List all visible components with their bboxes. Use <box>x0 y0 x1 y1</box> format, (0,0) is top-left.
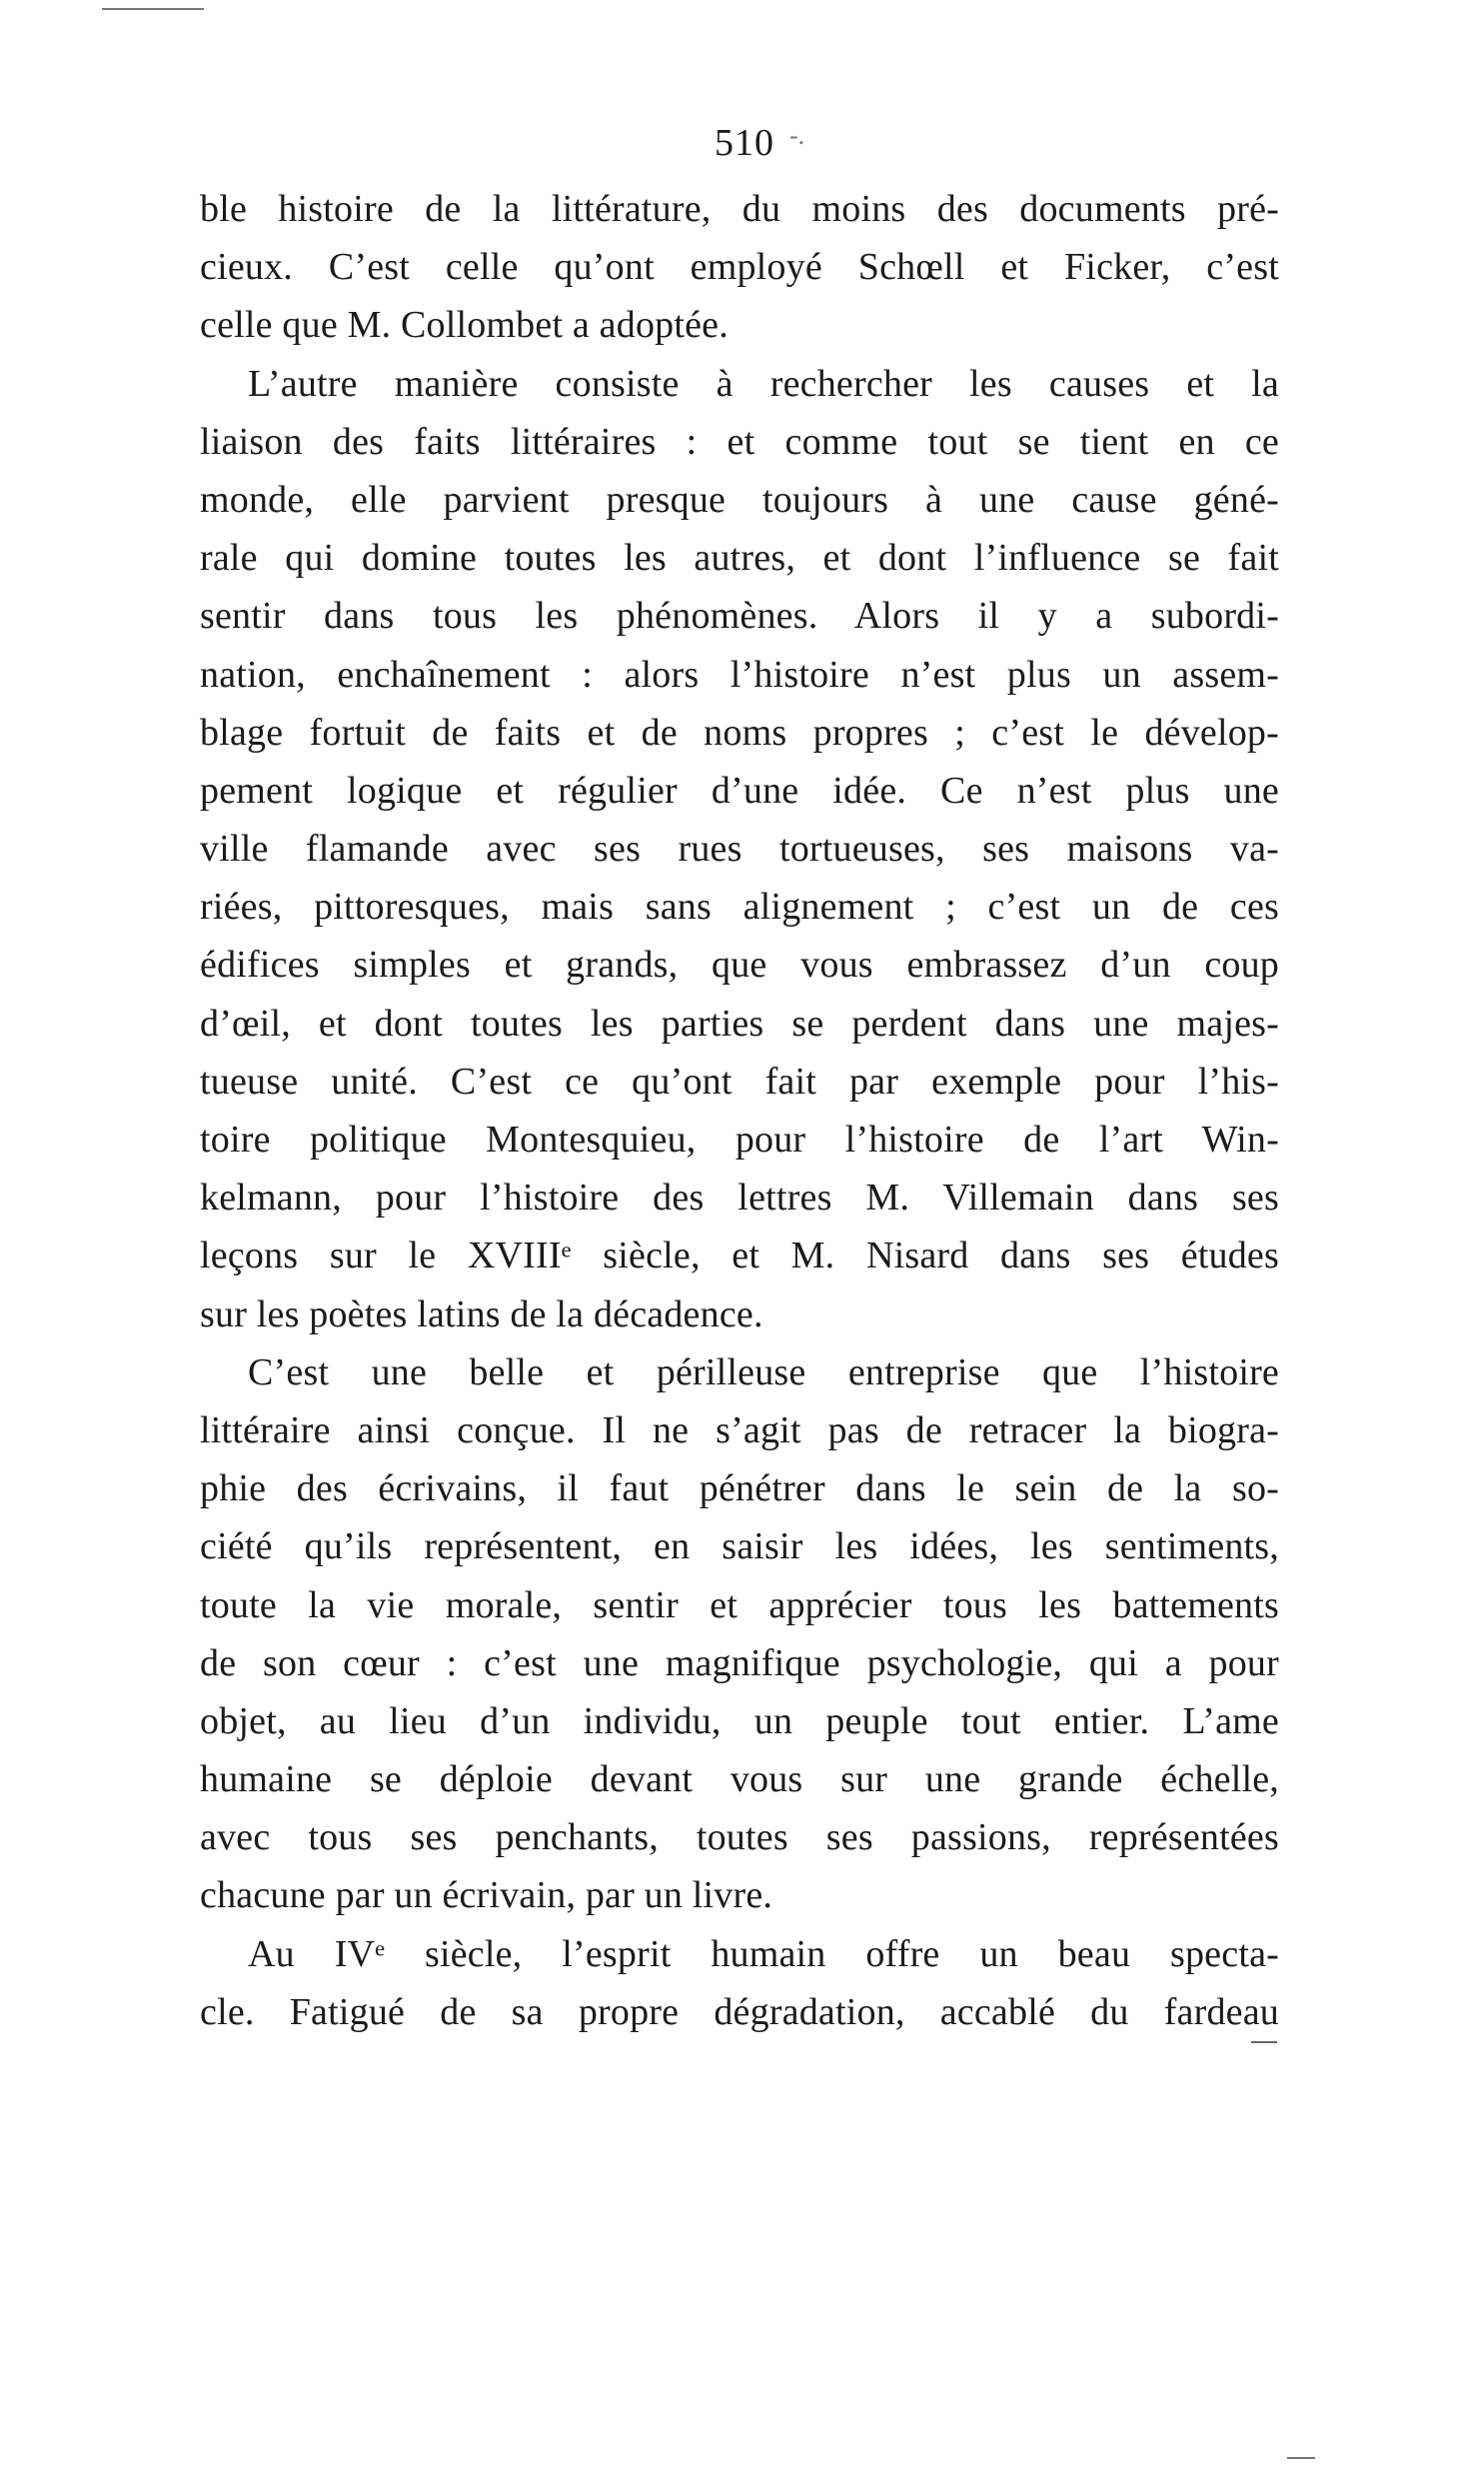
page-number-mark: -. <box>789 121 805 150</box>
text-line: liaison des faits littéraires : et comme tout se tient en ce <box>200 420 1279 463</box>
text-line: humaine se déploie devant vous sur une grande échelle, <box>200 1758 1279 1801</box>
text-line: littéraire ainsi conçue. Il ne s’agit pas de retracer la biogra- <box>200 1408 1279 1451</box>
text-line: ble histoire de la littérature, du moins des documents pré- <box>200 188 1279 230</box>
text-line: celle que M. Collombet a adoptée. <box>200 304 729 347</box>
text-line: toute la vie morale, sentir et apprécier tous les battements <box>200 1583 1279 1626</box>
text-line: blage fortuit de faits et de noms propres ; c’est le dévelop- <box>200 711 1279 754</box>
bottom-dash <box>1287 2457 1315 2459</box>
text-line: phie des écrivains, il faut pénétrer dans le sein de la so- <box>200 1467 1279 1510</box>
text-line: sentir dans tous les phénomènes. Alors il y a subordi- <box>200 595 1279 638</box>
text-line: C’est une belle et périlleuse entreprise que l’histoire <box>248 1350 1279 1393</box>
text-line: de son cœur : c’est une magnifique psychologie, qui a pour <box>200 1641 1279 1684</box>
page-number: 510 <box>715 122 774 164</box>
text-line: leçons sur le XVIIIᵉ siècle, et M. Nisard dans ses études <box>200 1235 1279 1277</box>
text-line: cle. Fatigué de sa propre dégradation, accablé du fardeau <box>200 1990 1279 2033</box>
text-line: sur les poètes latins de la décadence. <box>200 1292 763 1335</box>
body-text <box>200 180 1279 2041</box>
text-line: avec tous ses penchants, toutes ses passions, représentées <box>200 1816 1279 1859</box>
text-line: édifices simples et grands, que vous embrassez d’un coup <box>200 944 1279 987</box>
catchword-mark <box>1251 2041 1277 2043</box>
text-line: nation, enchaînement : alors l’histoire n’est plus un assem- <box>200 653 1279 696</box>
text-line: monde, elle parvient presque toujours à une cause géné- <box>200 478 1279 521</box>
text-line: cieux. C’est celle qu’ont employé Schœll et Ficker, c’est <box>200 246 1279 289</box>
text-line: ciété qu’ils représentent, en saisir les idées, les sentiments, <box>200 1525 1279 1568</box>
text-line: L’autre manière consiste à rechercher les causes et la <box>248 362 1279 405</box>
text-line: toire politique Montesquieu, pour l’histoire de l’art Win- <box>200 1119 1279 1161</box>
text-line: riées, pittoresques, mais sans alignement ; c’est un de ces <box>200 886 1279 929</box>
top-rule <box>102 8 204 10</box>
text-line: rale qui domine toutes les autres, et dont l’influence se fait <box>200 537 1279 580</box>
text-line: pement logique et régulier d’une idée. Ce n’est plus une <box>200 769 1279 812</box>
text-line: objet, au lieu d’un individu, un peuple tout entier. L’ame <box>200 1699 1279 1742</box>
text-line: ville flamande avec ses rues tortueuses, ses maisons va- <box>200 828 1279 871</box>
text-line: tueuse unité. C’est ce qu’ont fait par exemple pour l’his- <box>200 1060 1279 1103</box>
text-line: kelmann, pour l’histoire des lettres M. Villemain dans ses <box>200 1177 1279 1220</box>
text-line: Au IVᵉ siècle, l’esprit humain offre un beau specta- <box>248 1932 1279 1975</box>
text-line: chacune par un écrivain, par un livre. <box>200 1874 773 1917</box>
text-line: d’œil, et dont toutes les parties se perdent dans une majes- <box>200 1002 1279 1045</box>
